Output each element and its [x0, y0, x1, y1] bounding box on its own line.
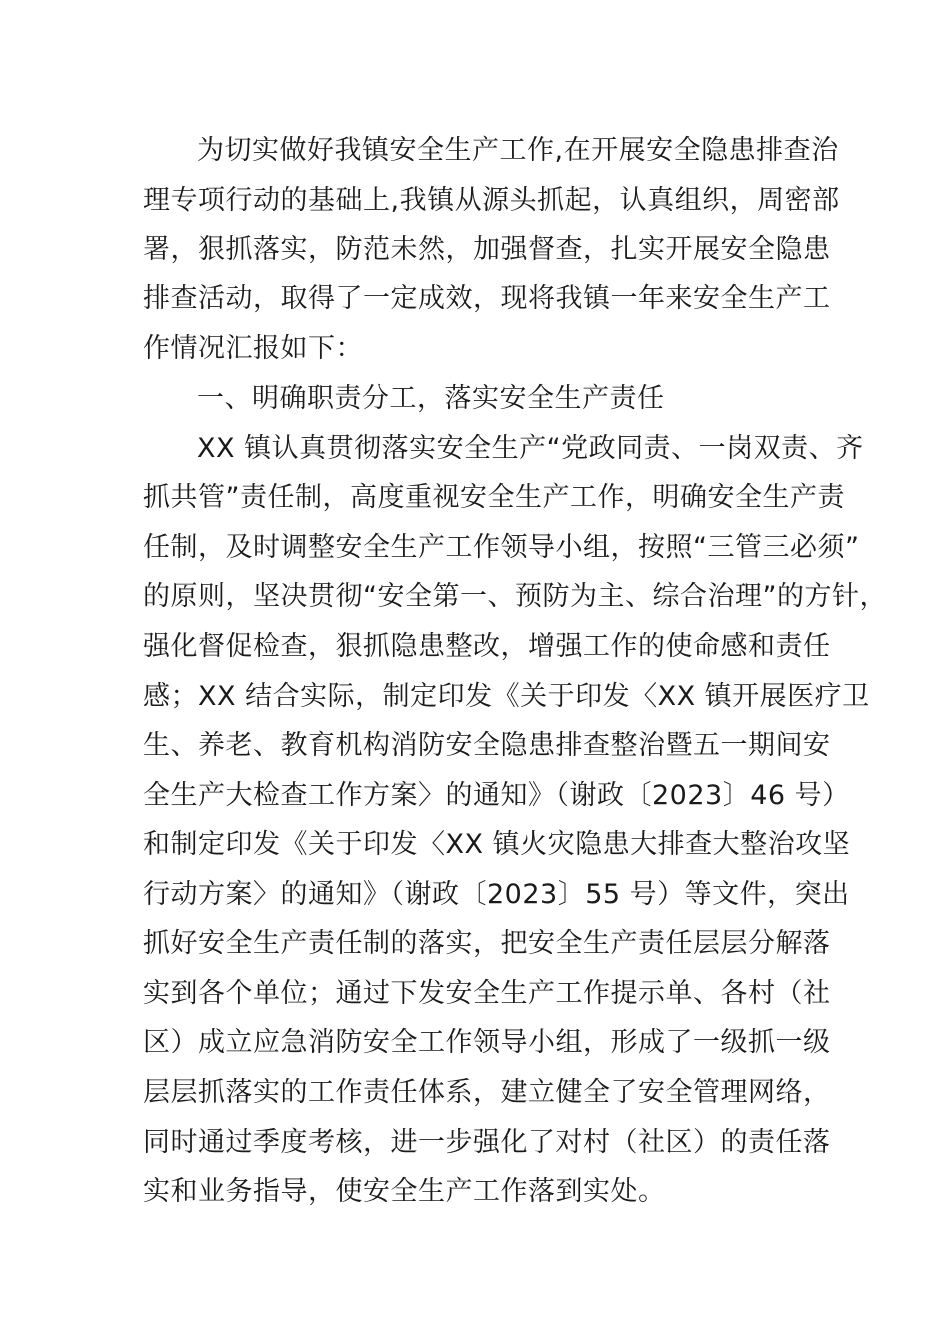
body-line: 实和业务指导，使安全生产工作落到实处。: [143, 1176, 666, 1207]
body-line: 和制定印发《关于印发〈XX 镇火灾隐患大排查大整治攻坚: [143, 829, 851, 860]
body-line: 同时通过季度考核，进一步强化了对村（社区）的责任落: [143, 1127, 831, 1158]
section-heading: 一、明确职责分工，落实安全生产责任: [197, 383, 665, 414]
body-line: 层层抓落实的工作责任体系，建立健全了安全管理网络，: [143, 1077, 831, 1108]
body-line: 强化督促检查，狠抓隐患整改，增强工作的使命感和责任: [143, 631, 831, 662]
intro-line: 署，狠抓落实，防范未然，加强督查，扎实开展安全隐患: [143, 234, 831, 265]
body-line: 生、养老、教育机构消防安全隐患排查整治暨五一期间安: [143, 730, 831, 761]
body-line: 行动方案〉的通知》（谢政〔2023〕55 号）等文件，突出: [143, 879, 850, 910]
intro-line: 排查活动，取得了一定成效，现将我镇一年来安全生产工: [143, 283, 831, 314]
intro-line: 理专项行动的基础上,我镇从源头抓起，认真组织，周密部: [143, 185, 840, 216]
body-line: 实到各个单位；通过下发安全生产工作提示单、各村（社: [143, 978, 831, 1009]
body-line: XX 镇认真贯彻落实安全生产“党政同责、一岗双责、齐: [197, 433, 864, 464]
intro-line: 作情况汇报如下：: [143, 333, 363, 364]
body-line: 抓共管”责任制，高度重视安全生产工作，明确安全生产责: [143, 482, 845, 513]
body-line: 抓好安全生产责任制的落实，把安全生产责任层层分解落: [143, 928, 831, 959]
body-line: 感；XX 结合实际，制定印发《关于印发〈XX 镇开展医疗卫: [143, 681, 870, 712]
intro-line: 为切实做好我镇安全生产工作,在开展安全隐患排查治: [197, 135, 839, 166]
body-line: 区）成立应急消防安全工作领导小组，形成了一级抓一级: [143, 1027, 831, 1058]
body-line: 的原则，坚决贯彻“安全第一、预防为主、综合治理”的方针，: [143, 581, 887, 612]
body-line: 全生产大检查工作方案〉的通知》（谢政〔2023〕46 号）: [143, 780, 850, 811]
body-line: 任制，及时调整安全生产工作领导小组，按照“三管三必须”: [143, 532, 860, 563]
